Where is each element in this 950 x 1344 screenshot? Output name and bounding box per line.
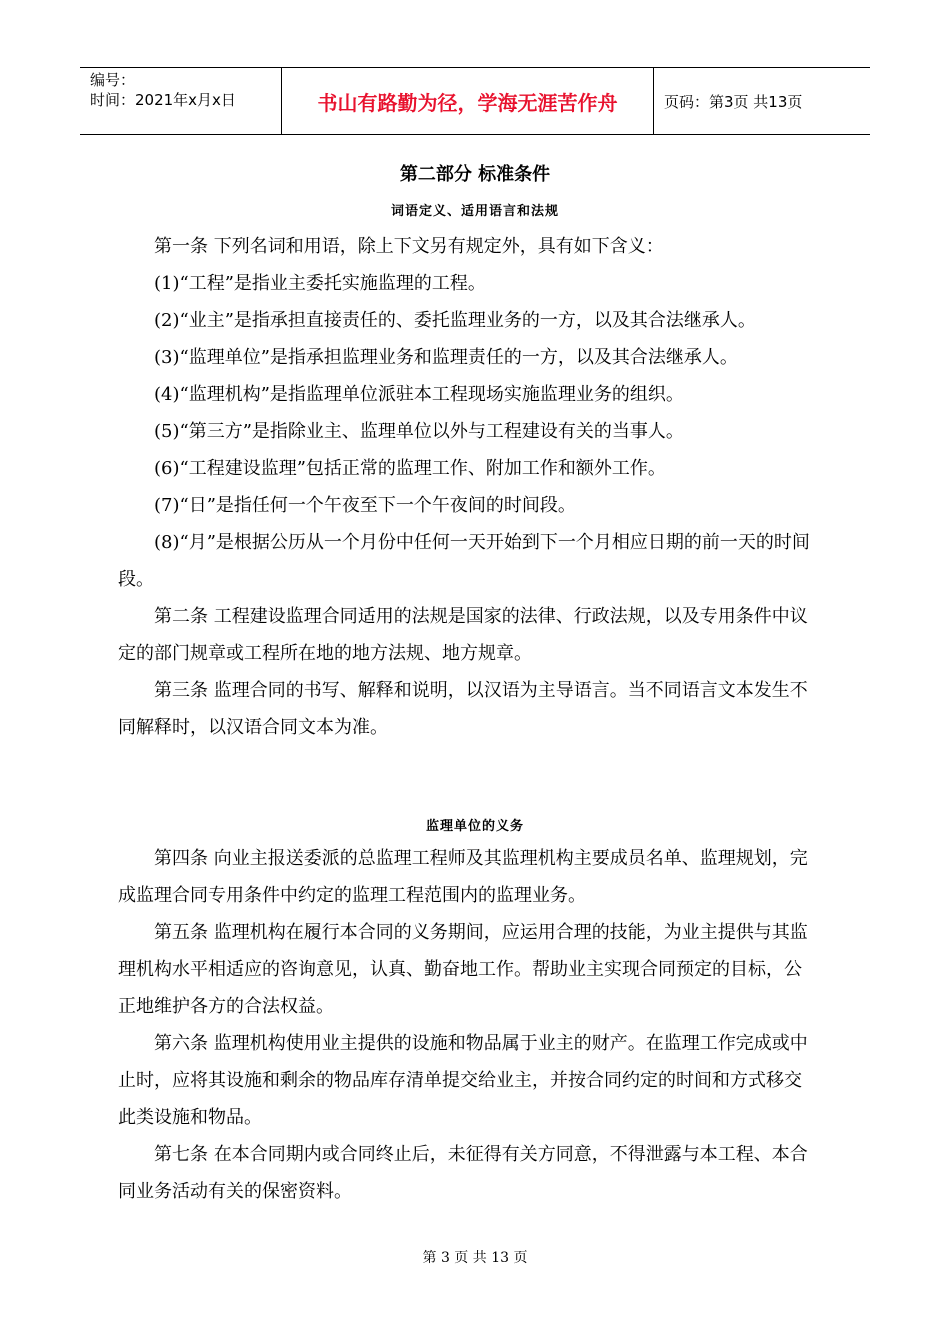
definition-item: (6)“工程建设监理”包括正常的监理工作、附加工作和额外工作。	[154, 458, 666, 479]
header-page-info: 页码：第3页 共13页	[664, 92, 803, 111]
definition-item: (8)“月”是根据公历从一个月份中任何一天开始到下一个月相应日期的前一天的时间段。	[118, 532, 810, 590]
document-number-label: 编号：	[90, 71, 136, 89]
clause-5: 第五条 监理机构在履行本合同的义务期间，应运用合理的技能，为业主提供与其监理机构水平相适应的咨询意见，认真、勤奋地工作。帮助业主实现合同预定的目标，公正地维护各方的合法权益。	[118, 922, 808, 1017]
part-title: 第二部分 标准条件	[399, 164, 551, 185]
clause-1: 第一条 下列名词和用语，除上下文另有规定外，具有如下含义：	[154, 236, 664, 257]
header-meta-cell	[80, 68, 282, 134]
clause-4: 第四条 向业主报送委派的总监理工程师及其监理机构主要成员名单、监理规划，完成监理合同专用条件中约定的监理工程范围内的监理业务。	[118, 848, 808, 906]
section-definitions-body	[118, 228, 818, 746]
clause-3: 第三条 监理合同的书写、解释和说明，以汉语为主导语言。当不同语言文本发生不同解释时，以汉语合同文本为准。	[118, 680, 808, 738]
page-footer: 第 3 页 共 13 页	[422, 1250, 528, 1266]
header-table	[80, 67, 870, 135]
section-heading-obligations: 监理单位的义务	[425, 819, 524, 834]
clause-6: 第六条 监理机构使用业主提供的设施和物品属于业主的财产。在监理工作完成或中止时，应将其设施和剩余的物品库存清单提交给业主，并按合同约定的时间和方式移交此类设施和物品。	[118, 1033, 808, 1128]
clause-2: 第二条 工程建设监理合同适用的法规是国家的法律、行政法规，以及专用条件中议定的部门规章或工程所在地的地方法规、地方规章。	[118, 606, 808, 664]
section-obligations-body	[118, 840, 818, 1210]
definition-item: (7)“日”是指任何一个午夜至下一个午夜间的时间段。	[154, 495, 576, 516]
definition-item: (5)“第三方”是指除业主、监理单位以外与工程建设有关的当事人。	[154, 421, 684, 442]
clause-7: 第七条 在本合同期内或合同终止后，未征得有关方同意，不得泄露与本工程、本合同业务活动有关的保密资料。	[118, 1144, 808, 1202]
definition-item: (4)“监理机构”是指监理单位派驻本工程现场实施监理业务的组织。	[154, 384, 684, 405]
section-heading-definitions: 词语定义、适用语言和法规	[390, 204, 559, 219]
document-time-label: 时间：2021年x月x日	[90, 91, 236, 109]
definition-item: (2)“业主”是指承担直接责任的、委托监理业务的一方，以及其合法继承人。	[154, 310, 756, 331]
definition-item: (3)“监理单位”是指承担监理业务和监理责任的一方，以及其合法继承人。	[154, 347, 738, 368]
definition-item: (1)“工程”是指业主委托实施监理的工程。	[154, 273, 486, 294]
header-motto: 书山有路勤为径，学海无涯苦作舟	[282, 68, 654, 134]
